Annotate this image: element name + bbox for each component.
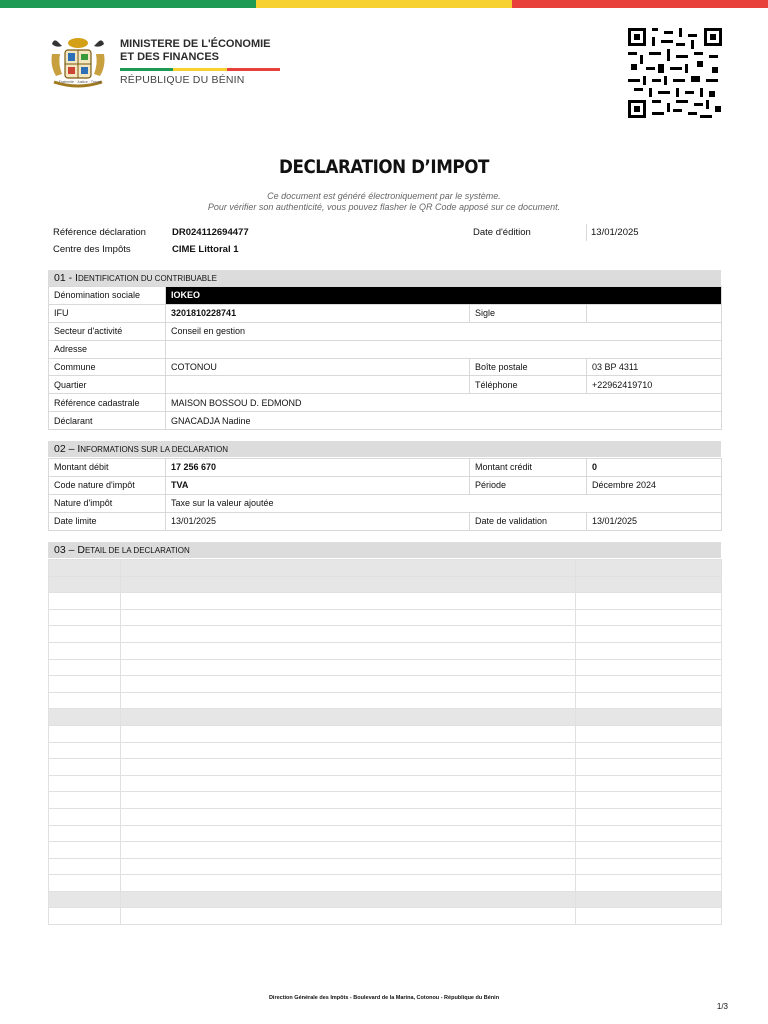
declarant-label: Déclarant <box>49 412 166 430</box>
montant-credit-label: Montant crédit <box>470 459 587 477</box>
table-row <box>49 875 722 892</box>
table-cell <box>576 742 722 759</box>
periode-value: Décembre 2024 <box>587 476 722 494</box>
table-cell <box>49 742 121 759</box>
table-cell <box>121 825 576 842</box>
table-cell <box>576 692 722 709</box>
code-nature-value: TVA <box>166 476 470 494</box>
telephone-value: +22962419710 <box>587 376 722 394</box>
table-cell <box>576 759 722 776</box>
table-row <box>49 340 722 358</box>
table-cell <box>49 825 121 842</box>
table-cell <box>121 609 576 626</box>
table-row <box>49 459 722 477</box>
section-title: ETAIL DE LA DECLARATION <box>84 546 190 555</box>
section-title-cap: D <box>77 544 85 556</box>
table-cell <box>576 560 722 577</box>
table-row <box>49 709 722 726</box>
montant-credit-value: 0 <box>587 459 722 477</box>
table-row <box>49 287 722 305</box>
table-row <box>49 725 722 742</box>
ministry-line-1: MINISTERE DE L'ÉCONOMIE <box>120 38 271 50</box>
table-cell <box>49 725 121 742</box>
table-cell <box>576 858 722 875</box>
table-cell <box>576 593 722 610</box>
meta-row-reference <box>48 224 720 241</box>
table-row <box>49 412 722 430</box>
table-row <box>49 659 722 676</box>
denomination-label: Dénomination sociale <box>49 287 166 305</box>
table-cell <box>49 576 121 593</box>
table-cell <box>576 626 722 643</box>
boite-postale-value: 03 BP 4311 <box>587 358 722 376</box>
edition-date-value: 13/01/2025 <box>586 224 639 241</box>
table-row <box>49 858 722 875</box>
table-cell <box>576 792 722 809</box>
section-title: NFORMATIONS SUR LA DECLARATION <box>80 445 229 454</box>
section-detail-header <box>48 542 721 558</box>
table-row <box>49 908 722 925</box>
ministry-color-rule <box>120 68 280 71</box>
ministry-header <box>120 38 285 86</box>
table-row <box>49 593 722 610</box>
document-title: DECLARATION D’IMPOT <box>279 156 489 178</box>
table-cell <box>49 891 121 908</box>
table-cell <box>49 808 121 825</box>
date-validation-label: Date de validation <box>470 512 587 530</box>
table-cell <box>49 875 121 892</box>
table-cell <box>49 908 121 925</box>
date-limite-value: 13/01/2025 <box>166 512 470 530</box>
section-informations-header <box>48 441 721 457</box>
table-cell <box>121 742 576 759</box>
table-row <box>49 792 722 809</box>
subtitle-line-2: Pour vérifier son authenticité, vous pouvez flasher le QR Code apposé sur ce document. <box>207 202 561 212</box>
table-row <box>49 304 722 322</box>
declarant-value: GNACADJA Nadine <box>166 412 722 430</box>
table-cell <box>121 808 576 825</box>
table-row <box>49 676 722 693</box>
section-identification-header <box>48 270 721 286</box>
table-cell <box>49 626 121 643</box>
section-title-cap: I <box>77 443 81 455</box>
table-cell <box>121 858 576 875</box>
table-cell <box>121 792 576 809</box>
quartier-value <box>166 376 470 394</box>
table-cell <box>121 659 576 676</box>
table-cell <box>576 659 722 676</box>
table-row <box>49 825 722 842</box>
section-number: 02 – <box>54 443 78 455</box>
table-row <box>49 560 722 577</box>
table-cell <box>576 676 722 693</box>
table-cell <box>121 576 576 593</box>
table-cell <box>49 792 121 809</box>
table-row <box>49 322 722 340</box>
document-subtitle <box>0 191 768 213</box>
table-cell <box>576 775 722 792</box>
denomination-value: IOKEO <box>166 287 722 305</box>
detail-table <box>48 559 722 925</box>
subtitle-line-1: Ce document est généré électroniquement par le système. <box>267 191 501 201</box>
informations-table <box>48 458 722 531</box>
table-row <box>49 626 722 643</box>
ifu-value: 3201810228741 <box>166 304 470 322</box>
telephone-label: Téléphone <box>470 376 587 394</box>
table-cell <box>121 709 576 726</box>
table-cell <box>121 842 576 859</box>
table-cell <box>576 709 722 726</box>
table-cell <box>576 908 722 925</box>
cadastre-label: Référence cadastrale <box>49 394 166 412</box>
table-row <box>49 609 722 626</box>
nature-impot-label: Nature d'impôt <box>49 494 166 512</box>
page-number: 1/3 <box>716 1002 728 1011</box>
centre-label: Centre des Impôts <box>53 244 131 255</box>
identification-table <box>48 286 722 430</box>
code-nature-label: Code nature d'impôt <box>49 476 166 494</box>
table-cell <box>121 692 576 709</box>
table-row <box>49 576 722 593</box>
montant-debit-label: Montant débit <box>49 459 166 477</box>
page-footer: Direction Générale des Impôts - Boulevard de la Marina, Cotonou - République du Bénin <box>268 995 500 1001</box>
table-cell <box>121 593 576 610</box>
table-row <box>49 808 722 825</box>
table-cell <box>49 709 121 726</box>
centre-value: CIME Littoral 1 <box>172 244 239 255</box>
table-cell <box>121 759 576 776</box>
edition-date-label: Date d'édition <box>473 227 531 238</box>
cadastre-value: MAISON BOSSOU D. EDMOND <box>166 394 722 412</box>
table-cell <box>576 576 722 593</box>
table-row <box>49 775 722 792</box>
table-cell <box>576 842 722 859</box>
table-cell <box>49 659 121 676</box>
table-cell <box>121 560 576 577</box>
table-cell <box>49 642 121 659</box>
table-row <box>49 376 722 394</box>
table-cell <box>121 908 576 925</box>
periode-label: Période <box>470 476 587 494</box>
quartier-label: Quartier <box>49 376 166 394</box>
table-cell <box>121 676 576 693</box>
montant-debit-value: 17 256 670 <box>166 459 470 477</box>
section-number: 03 – <box>54 544 78 556</box>
table-cell <box>576 609 722 626</box>
table-cell <box>576 725 722 742</box>
table-row <box>49 642 722 659</box>
table-cell <box>49 759 121 776</box>
boite-postale-label: Boîte postale <box>470 358 587 376</box>
table-cell <box>121 775 576 792</box>
table-row <box>49 842 722 859</box>
table-cell <box>49 692 121 709</box>
section-title: DENTIFICATION DU CONTRIBUABLE <box>77 274 217 283</box>
table-cell <box>49 676 121 693</box>
table-cell <box>576 642 722 659</box>
date-limite-label: Date limite <box>49 512 166 530</box>
reference-label: Référence déclaration <box>53 227 146 238</box>
table-row <box>49 476 722 494</box>
ministry-line-3: RÉPUBLIQUE DU BÉNIN <box>120 74 245 86</box>
table-cell <box>576 825 722 842</box>
sigle-value <box>587 304 722 322</box>
meta-block <box>48 224 720 258</box>
meta-row-centre <box>48 241 720 258</box>
secteur-value: Conseil en gestion <box>166 322 722 340</box>
nature-impot-value: Taxe sur la valeur ajoutée <box>166 494 722 512</box>
section-number: 01 - <box>54 272 76 284</box>
table-cell <box>576 875 722 892</box>
table-cell <box>49 858 121 875</box>
date-validation-value: 13/01/2025 <box>587 512 722 530</box>
table-cell <box>576 891 722 908</box>
table-row <box>49 759 722 776</box>
table-row <box>49 692 722 709</box>
table-cell <box>121 725 576 742</box>
table-row <box>49 394 722 412</box>
table-cell <box>576 808 722 825</box>
table-cell <box>49 842 121 859</box>
qr-code-icon <box>628 28 722 118</box>
table-cell <box>121 875 576 892</box>
table-cell <box>121 891 576 908</box>
table-cell <box>121 642 576 659</box>
commune-value: COTONOU <box>166 358 470 376</box>
ifu-label: IFU <box>49 304 166 322</box>
logo-motto: Fraternité · Justice · Travail <box>58 80 102 84</box>
section-title-cap: I <box>75 272 78 284</box>
ministry-line-2: ET DES FINANCES <box>120 51 220 63</box>
table-cell <box>49 593 121 610</box>
table-row <box>49 891 722 908</box>
table-cell <box>49 609 121 626</box>
flag-yellow <box>256 0 512 8</box>
table-row <box>49 742 722 759</box>
secteur-label: Secteur d'activité <box>49 322 166 340</box>
table-cell <box>121 626 576 643</box>
reference-value: DR024112694477 <box>172 227 249 238</box>
flag-green <box>0 0 256 8</box>
adresse-value <box>166 340 722 358</box>
table-row <box>49 358 722 376</box>
table-cell <box>49 775 121 792</box>
adresse-label: Adresse <box>49 340 166 358</box>
commune-label: Commune <box>49 358 166 376</box>
sigle-label: Sigle <box>470 304 587 322</box>
table-cell <box>49 560 121 577</box>
flag-stripe <box>0 0 768 8</box>
flag-red <box>512 0 768 8</box>
table-row <box>49 512 722 530</box>
table-row <box>49 494 722 512</box>
